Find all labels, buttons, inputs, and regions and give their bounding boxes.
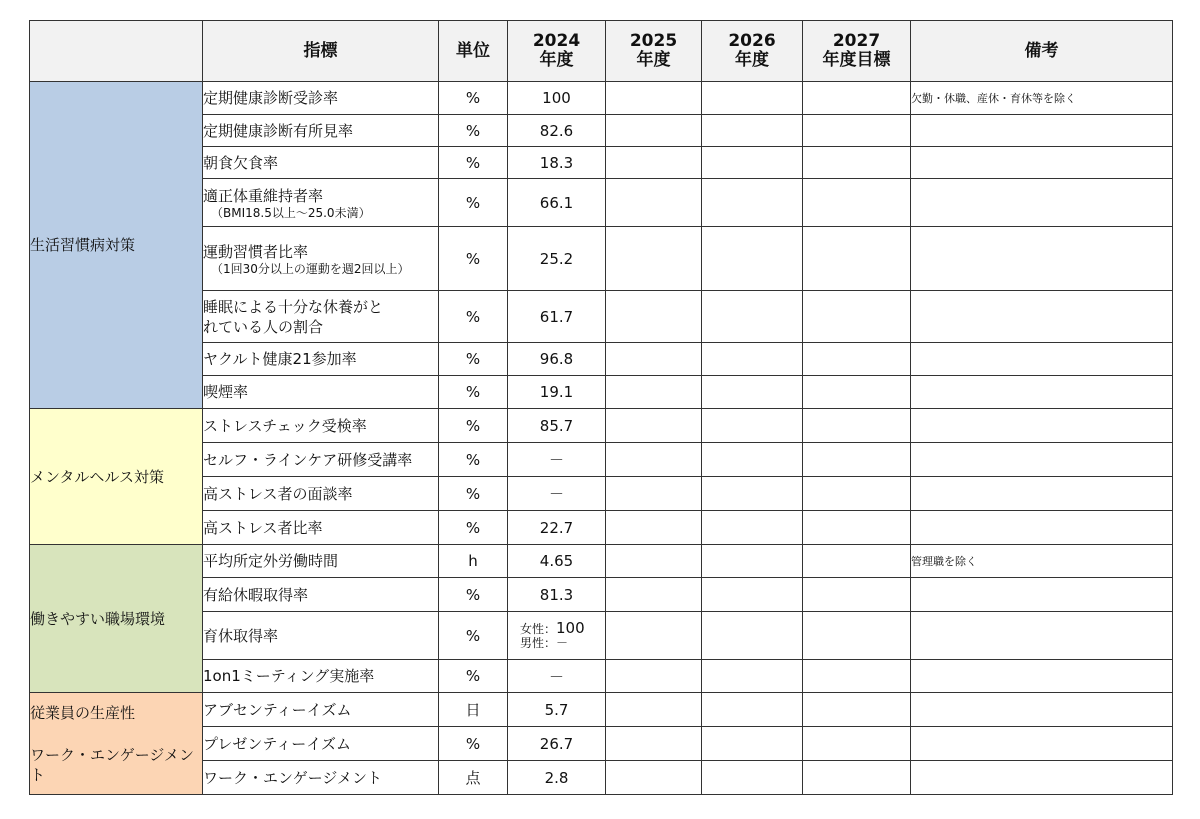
unit-cell: 点: [439, 761, 508, 795]
value-2026: [702, 578, 803, 612]
unit-cell: %: [439, 727, 508, 761]
header-row: [30, 21, 1173, 82]
value-2027-target: [803, 409, 911, 443]
header-2027-year: 2027: [832, 31, 881, 51]
value-2027-target: [803, 376, 911, 409]
indicator-cell: [203, 82, 439, 115]
remarks-cell: [911, 511, 1173, 545]
indicator-cell: [203, 443, 439, 477]
indicator-cell: [203, 409, 439, 443]
value-2025: [606, 578, 702, 612]
header-2024-suffix: 年度: [539, 50, 574, 70]
indicator-label: アブセンティーイズム: [203, 700, 352, 719]
indicator-cell: [203, 545, 439, 578]
value-2027-target: [803, 660, 911, 693]
value-2024: 85.7: [508, 409, 606, 443]
value-2025: [606, 612, 702, 660]
unit-cell: %: [439, 660, 508, 693]
remarks-cell: [911, 693, 1173, 727]
header-2027-suffix: 年度目標: [822, 50, 891, 70]
category-lifestyle-disease: [30, 82, 203, 409]
indicator-label: セルフ・ラインケア研修受講率: [203, 450, 413, 469]
indicator-cell: [203, 115, 439, 147]
remarks-cell: [911, 115, 1173, 147]
value-2025: [606, 82, 702, 115]
value-2027-target: [803, 443, 911, 477]
value-2024: －: [508, 477, 606, 511]
value-2024: 61.7: [508, 291, 606, 343]
value-female-line: [520, 621, 605, 636]
unit-cell: h: [439, 545, 508, 578]
value-2026: [702, 693, 803, 727]
header-2025-suffix: 年度: [636, 50, 671, 70]
value-2025: [606, 409, 702, 443]
indicator-cell: [203, 343, 439, 376]
value-2027-target: [803, 227, 911, 291]
value-2026: [702, 227, 803, 291]
value-2026: [702, 477, 803, 511]
value-2027-target: [803, 693, 911, 727]
value-2026: [702, 147, 803, 179]
value-2025: [606, 179, 702, 227]
indicator-note: （1回30分以上の運動を週2回以上）: [211, 261, 410, 276]
value-2025: [606, 443, 702, 477]
indicator-label: ワーク・エンゲージメント: [203, 768, 382, 787]
header-2026-suffix: 年度: [735, 50, 769, 70]
unit-cell: %: [439, 612, 508, 660]
value-2027-target: [803, 477, 911, 511]
indicator-label: ヤクルト健康21参加率: [203, 350, 357, 368]
indicator-label: 高ストレス者の面談率: [203, 484, 353, 503]
remarks-cell: [911, 660, 1173, 693]
indicator-cell: [203, 179, 439, 227]
value-2024: 22.7: [508, 511, 606, 545]
table-row: [30, 409, 1173, 443]
value-2025: [606, 761, 702, 795]
value-2025: [606, 291, 702, 343]
remarks-cell: [911, 291, 1173, 343]
unit-cell: %: [439, 115, 508, 147]
value-2026: [702, 727, 803, 761]
header-2024: [508, 21, 606, 82]
table-row: [30, 545, 1173, 578]
remarks-cell: [911, 443, 1173, 477]
category-work-environment: [30, 545, 203, 693]
value-2024: 5.7: [508, 693, 606, 727]
value-2024: 26.7: [508, 727, 606, 761]
value-2027-target: [803, 511, 911, 545]
value-2026: [702, 511, 803, 545]
header-2025: [606, 21, 702, 82]
value-2027-target: [803, 727, 911, 761]
remarks-cell: [911, 727, 1173, 761]
indicator-label: 高ストレス者比率: [203, 518, 323, 537]
unit-cell: %: [439, 511, 508, 545]
value-2025: [606, 343, 702, 376]
indicator-cell: [203, 693, 439, 727]
unit-cell: 日: [439, 693, 508, 727]
value-2025: [606, 477, 702, 511]
header-2025-year: 2025: [629, 31, 678, 51]
value-2024: 81.3: [508, 578, 606, 612]
value-2024-split: [508, 612, 606, 660]
header-category: [30, 21, 203, 82]
remarks-cell: [911, 179, 1173, 227]
value-2024: 82.6: [508, 115, 606, 147]
indicator-label: 朝食欠食率: [203, 153, 279, 172]
unit-cell: %: [439, 376, 508, 409]
indicator-cell: [203, 612, 439, 660]
value-2026: [702, 545, 803, 578]
value-2024: 18.3: [508, 147, 606, 179]
remarks-cell: [911, 761, 1173, 795]
value-2027-target: [803, 545, 911, 578]
value-2024: －: [508, 660, 606, 693]
category-label: 働きやすい職場環境: [30, 609, 166, 628]
remarks-cell: [911, 147, 1173, 179]
value-2026: [702, 179, 803, 227]
value-2026: [702, 343, 803, 376]
value-2025: [606, 660, 702, 693]
header-remarks: 備考: [911, 21, 1173, 82]
table-row: [30, 693, 1173, 727]
header-2026: [702, 21, 803, 82]
female-label: 女性：: [520, 622, 557, 636]
unit-cell: %: [439, 291, 508, 343]
value-2024: 66.1: [508, 179, 606, 227]
indicator-label: 平均所定外労働時間: [203, 552, 339, 570]
value-2024: 2.8: [508, 761, 606, 795]
indicator-cell: [203, 477, 439, 511]
value-2026: [702, 82, 803, 115]
unit-cell: %: [439, 578, 508, 612]
remarks-cell: [911, 578, 1173, 612]
value-2024: 4.65: [508, 545, 606, 578]
remarks-cell: 管理職を除く: [911, 545, 1173, 578]
indicator-label: 適正体重維持者率: [203, 186, 324, 205]
value-2026: [702, 376, 803, 409]
remarks-cell: [911, 409, 1173, 443]
indicator-label: 喫煙率: [203, 383, 249, 401]
indicator-label: 育休取得率: [203, 626, 279, 645]
unit-cell: %: [439, 409, 508, 443]
value-2024: －: [508, 443, 606, 477]
header-2027-target: [803, 21, 911, 82]
value-2026: [702, 115, 803, 147]
category-mental-health: [30, 409, 203, 545]
remarks-cell: [911, 376, 1173, 409]
value-2025: [606, 115, 702, 147]
value-2027-target: [803, 82, 911, 115]
remarks-cell: [911, 477, 1173, 511]
indicator-label: プレゼンティーイズム: [203, 734, 352, 753]
indicator-cell: [203, 376, 439, 409]
value-2026: [702, 443, 803, 477]
header-indicator: 指標: [203, 21, 439, 82]
value-2025: [606, 693, 702, 727]
indicator-cell: [203, 727, 439, 761]
value-2027-target: [803, 578, 911, 612]
value-2026: [702, 612, 803, 660]
indicator-note: （BMI18.5以上～25.0未満）: [211, 205, 371, 220]
value-2027-target: [803, 147, 911, 179]
unit-cell: %: [439, 343, 508, 376]
value-2026: [702, 761, 803, 795]
category-productivity-engagement: [30, 693, 203, 795]
male-label: 男性：: [520, 636, 557, 650]
category-label: 生活習慣病対策: [30, 236, 136, 254]
indicator-label: ストレスチェック受検率: [203, 416, 367, 435]
value-2025: [606, 511, 702, 545]
value-2025: [606, 376, 702, 409]
value-2025: [606, 545, 702, 578]
value-2024: 25.2: [508, 227, 606, 291]
value-2025: [606, 227, 702, 291]
unit-cell: %: [439, 443, 508, 477]
indicator-cell: [203, 291, 439, 343]
value-2027-target: [803, 179, 911, 227]
indicator-cell: [203, 511, 439, 545]
indicator-cell: [203, 147, 439, 179]
category-label-second-line: ワーク・エンゲージメント: [30, 745, 194, 784]
value-2027-target: [803, 343, 911, 376]
value-2027-target: [803, 115, 911, 147]
remarks-cell: 欠勤・休職、産休・育休等を除く: [911, 82, 1173, 115]
indicator-cell: [203, 578, 439, 612]
indicator-label: 睡眠による十分な休養がとれている人の割合: [203, 297, 384, 336]
value-2027-target: [803, 761, 911, 795]
value-2026: [702, 409, 803, 443]
table-row: [30, 82, 1173, 115]
unit-cell: %: [439, 147, 508, 179]
indicator-label: 運動習慣者比率: [203, 242, 309, 261]
indicator-cell: [203, 227, 439, 291]
category-label: 従業員の生産性: [30, 703, 136, 722]
female-value: 100: [556, 619, 585, 637]
remarks-cell: [911, 343, 1173, 376]
value-2024: 100: [508, 82, 606, 115]
indicator-cell: [203, 761, 439, 795]
header-unit: 単位: [439, 21, 508, 82]
indicator-cell: [203, 660, 439, 693]
header-2026-year: 2026: [728, 31, 776, 51]
value-male-line: [520, 636, 605, 650]
unit-cell: %: [439, 179, 508, 227]
value-2024: 19.1: [508, 376, 606, 409]
unit-cell: %: [439, 227, 508, 291]
unit-cell: %: [439, 82, 508, 115]
value-2026: [702, 291, 803, 343]
value-2024: 96.8: [508, 343, 606, 376]
value-2027-target: [803, 291, 911, 343]
indicator-label: 1on1ミーティング実施率: [203, 667, 375, 685]
remarks-cell: [911, 612, 1173, 660]
health-kpi-table: [29, 20, 1173, 795]
indicator-label: 有給休暇取得率: [203, 585, 309, 604]
indicator-label: 定期健康診断有所見率: [203, 121, 354, 140]
male-value: －: [556, 636, 569, 650]
remarks-cell: [911, 227, 1173, 291]
category-label: メンタルヘルス対策: [30, 467, 164, 486]
indicator-label: 定期健康診断受診率: [203, 89, 339, 107]
value-2025: [606, 147, 702, 179]
unit-cell: %: [439, 477, 508, 511]
value-2026: [702, 660, 803, 693]
value-2027-target: [803, 612, 911, 660]
header-2024-year: 2024: [532, 31, 581, 51]
value-2025: [606, 727, 702, 761]
